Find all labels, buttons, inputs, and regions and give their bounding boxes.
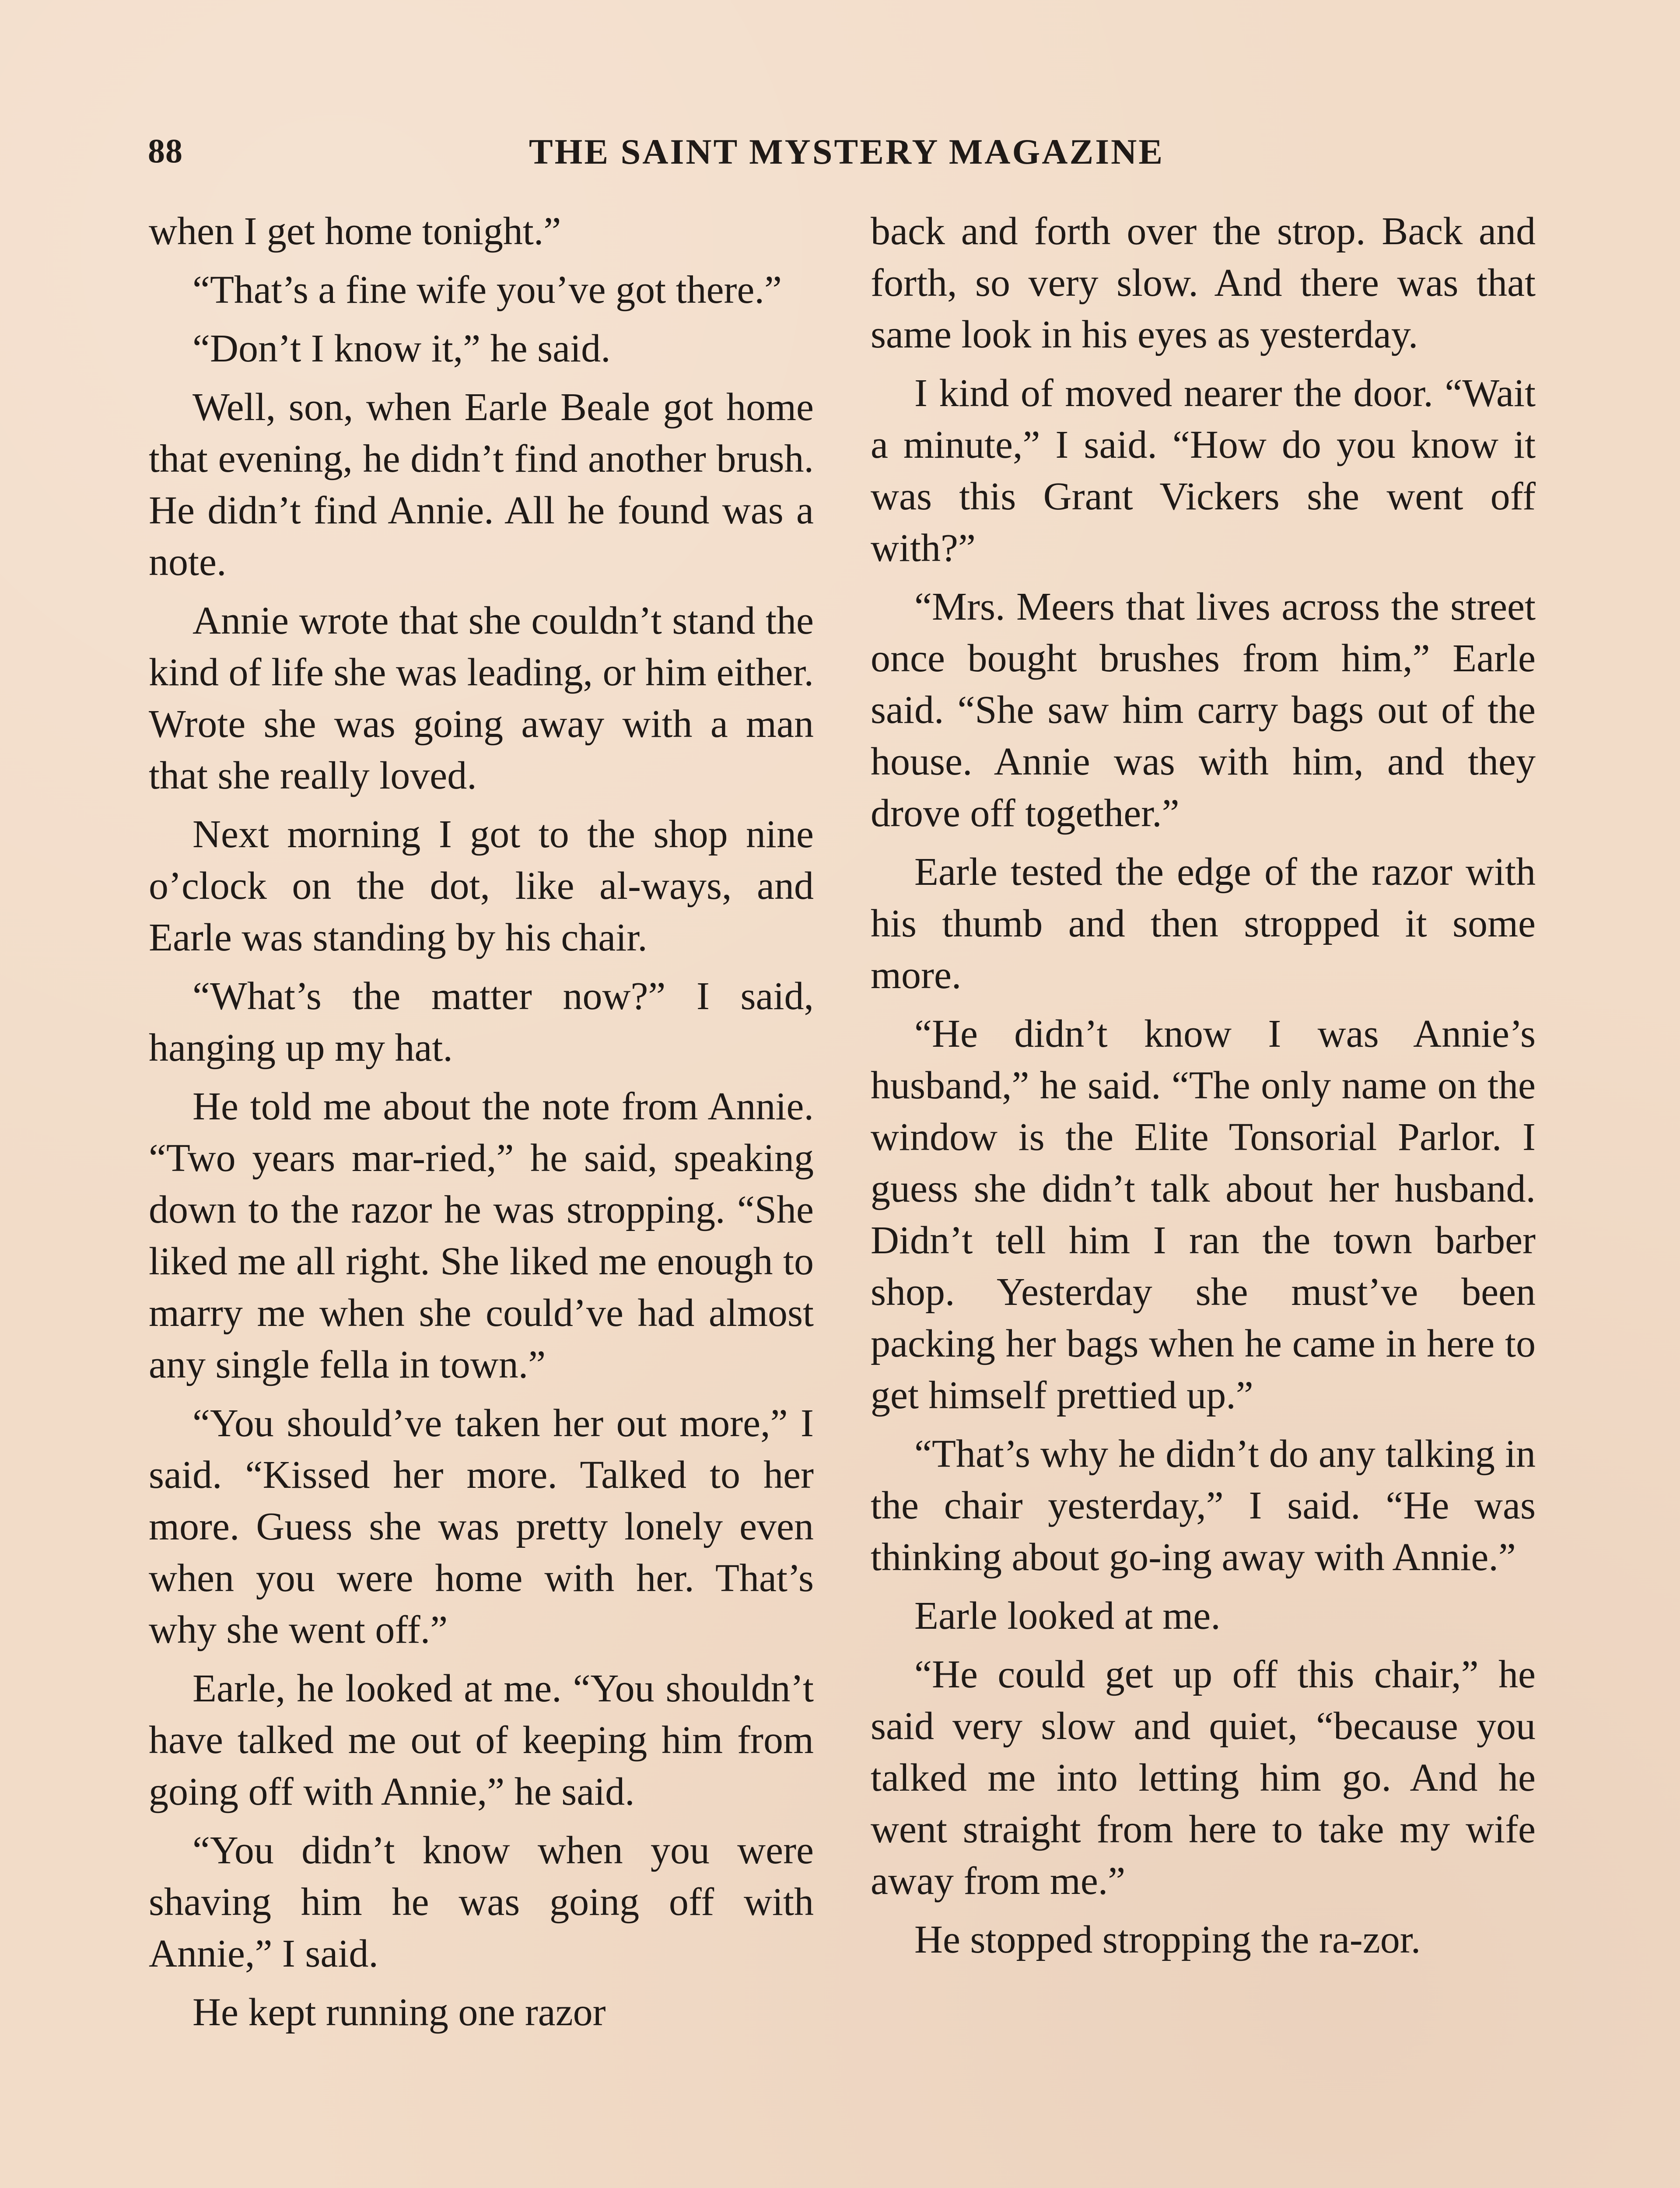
right-paragraph-2: I kind of moved nearer the door. “Wait a minute,” I said. “How do you know it was this Grant Vickers she went off with?” [871, 372, 1536, 570]
left-paragraph-3: “Don’t I know it,” he said. [192, 327, 611, 370]
left-paragraph-6: Next morning I got to the shop nine o’clock on the dot, like al-ways, and Earle was standing by his chair. [149, 813, 814, 959]
right-paragraph-9: He stopped stropping the ra-zor. [914, 1918, 1421, 1961]
left-column [149, 206, 814, 2038]
right-paragraph-6: “That’s why he didn’t do any talking in the chair yesterday,” I said. “He was thinking about go-ing away with Annie.” [871, 1432, 1536, 1579]
left-paragraph-11: “You didn’t know when you were shaving him he was going off with Annie,” I said. [149, 1829, 814, 1975]
page-header [0, 131, 1680, 184]
left-paragraph-7: “What’s the matter now?” I said, hanging up my hat. [149, 975, 814, 1069]
right-paragraph-8: “He could get up off this chair,” he said very slow and quiet, “because you talked me into letting him go. And he went straight from here to take my wife away from me.” [871, 1653, 1536, 1903]
right-paragraph-7: Earle looked at me. [914, 1594, 1221, 1637]
left-paragraph-8: He told me about the note from Annie. “Two years mar-ried,” he said, speaking down to the razor he was stropping. “She liked me all right. She liked me enough to marry me when she could’ve had almost any single fella in town.” [149, 1085, 814, 1386]
right-paragraph-4: Earle tested the edge of the razor with his thumb and then stropped it some more. [871, 850, 1536, 997]
left-paragraph-12: He kept running one razor [192, 1991, 606, 2034]
left-paragraph-4: Well, son, when Earle Beale got home that evening, he didn’t find another brush. He didn’t find Annie. All he found was a note. [149, 386, 814, 584]
left-paragraph-10: Earle, he looked at me. “You shouldn’t have talked me out of keeping him from going off with Annie,” he said. [149, 1667, 814, 1813]
left-paragraph-1: when I get home tonight.” [149, 210, 561, 253]
page-number: 88 [148, 132, 183, 170]
left-paragraph-9: “You should’ve taken her out more,” I said. “Kissed her more. Talked to her more. Guess she was pretty lonely even when you were home with her. That’s why she went off.” [149, 1402, 814, 1652]
running-head-title: THE SAINT MYSTERY MAGAZINE [528, 132, 1165, 172]
right-paragraph-5: “He didn’t know I was Annie’s husband,” he said. “The only name on the window is the Elite Tonsorial Parlor. I guess she didn’t talk about her husband. Didn’t tell him I ran the town barber shop. Yesterday she must’ve been packing her bags when he came in here to get himself prettied up.” [871, 1012, 1536, 1417]
left-paragraph-5: Annie wrote that she couldn’t stand the kind of life she was leading, or him either. Wrote she was going away with a man that she really loved. [149, 599, 814, 797]
right-paragraph-3: “Mrs. Meers that lives across the street once bought brushes from him,” Earle said. “She saw him carry bags out of the house. Annie was with him, and they drove off together.” [871, 585, 1536, 835]
right-paragraph-1: back and forth over the strop. Back and forth, so very slow. And there was that same look in his eyes as yesterday. [871, 210, 1536, 356]
left-paragraph-2: “That’s a fine wife you’ve got there.” [192, 268, 782, 312]
right-column [871, 206, 1536, 1966]
